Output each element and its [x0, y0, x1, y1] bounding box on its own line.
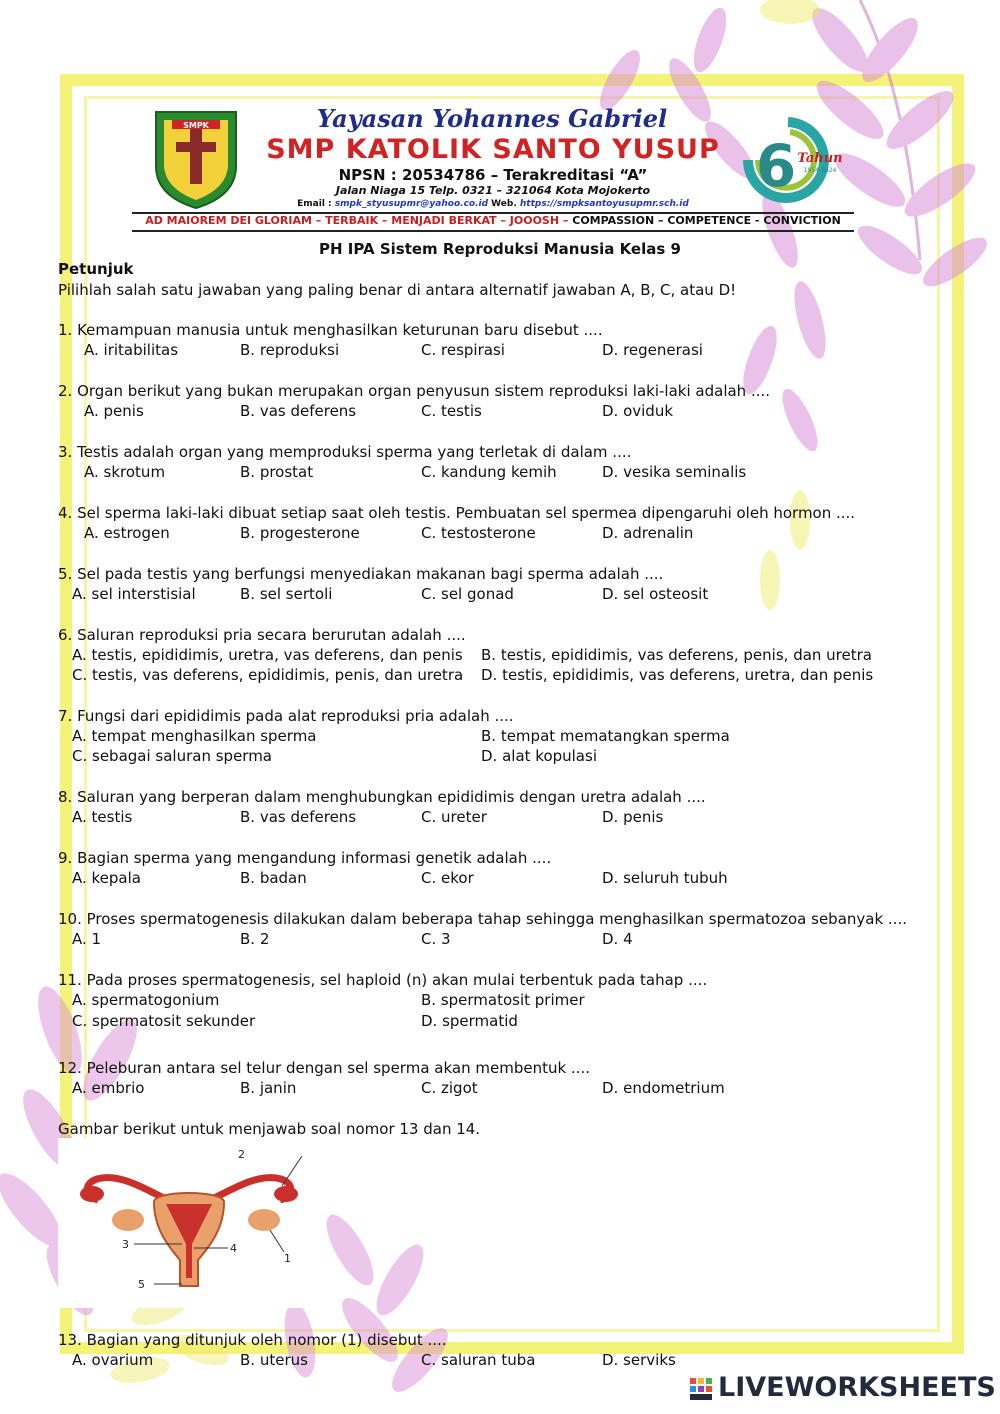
- ovary-left: [112, 1209, 144, 1231]
- diagram-label-1: 1: [284, 1252, 291, 1265]
- q8-option-a[interactable]: A. testis: [72, 808, 133, 826]
- diagram-label-3: 3: [122, 1238, 129, 1251]
- email-label: Email :: [297, 199, 332, 209]
- liveworksheets-logo-icon: [690, 1378, 712, 1402]
- q4-option-b[interactable]: B. progesterone: [240, 524, 360, 542]
- liveworksheets-watermark: [690, 1372, 996, 1408]
- q2-option-c[interactable]: C. testis: [421, 402, 482, 420]
- q3-option-c[interactable]: C. kandung kemih: [421, 463, 557, 481]
- q4-option-d[interactable]: D. adrenalin: [602, 524, 694, 542]
- q13-option-a[interactable]: A. ovarium: [72, 1351, 154, 1369]
- q13-option-c[interactable]: C. saluran tuba: [421, 1351, 536, 1369]
- school-name: SMP KATOLIK SANTO YUSUP: [266, 134, 720, 165]
- figure-intro: Gambar berikut untuk menjawab soal nomor 13 dan 14.: [58, 1120, 481, 1138]
- web-label: Web.: [491, 199, 517, 209]
- q11-option-a[interactable]: A. spermatogonium: [72, 991, 220, 1009]
- q10-option-b[interactable]: B. 2: [240, 930, 270, 948]
- q10-option-c[interactable]: C. 3: [421, 930, 451, 948]
- q2-option-b[interactable]: B. vas deferens: [240, 402, 357, 420]
- diagram-label-4: 4: [230, 1242, 237, 1255]
- q6-option-d[interactable]: D. testis, epididimis, vas deferens, uretra, dan penis: [481, 666, 874, 684]
- q8-option-d[interactable]: D. penis: [602, 808, 664, 826]
- q12-option-d[interactable]: D. endometrium: [602, 1079, 725, 1097]
- q8-option-b[interactable]: B. vas deferens: [240, 808, 357, 826]
- q11-option-c[interactable]: C. spermatosit sekunder: [72, 1012, 256, 1030]
- q5-option-d[interactable]: D. sel osteosit: [602, 585, 709, 603]
- question-1: 1. Kemampuan manusia untuk menghasilkan keturunan baru disebut ....: [58, 321, 603, 339]
- q9-option-c[interactable]: C. ekor: [421, 869, 474, 887]
- email-address: smpk_styusupmr@yahoo.co.id: [334, 199, 489, 209]
- foundation-name: Yayasan Yohannes Gabriel: [316, 104, 668, 133]
- q5-option-b[interactable]: B. sel sertoli: [240, 585, 333, 603]
- anniversary-logo: [728, 110, 844, 208]
- q2-option-d[interactable]: D. oviduk: [602, 402, 674, 420]
- worksheet-title: PH IPA Sistem Reproduksi Manusia Kelas 9: [319, 240, 681, 258]
- question-13: 13. Bagian yang ditunjuk oleh nomor (1) disebut ....: [58, 1331, 447, 1349]
- q10-option-a[interactable]: A. 1: [72, 930, 102, 948]
- motto-red: AD MAIOREM DEI GLORIAM – TERBAIK – MENJADI BERKAT – JOOOSH –: [145, 214, 569, 227]
- q11-option-d[interactable]: D. spermatid: [421, 1012, 518, 1030]
- q7-option-b[interactable]: B. tempat mematangkan sperma: [481, 727, 730, 745]
- question-12: 12. Peleburan antara sel telur dengan sel sperma akan membentuk ....: [58, 1059, 590, 1077]
- ovary-right: [248, 1209, 280, 1231]
- q6-option-c[interactable]: C. testis, vas deferens, epididimis, penis, dan uretra: [72, 666, 464, 684]
- female-reproductive-diagram: [58, 1138, 320, 1308]
- motto-black: COMPASSION – COMPETENCE - CONVICTION: [572, 214, 841, 227]
- fimbriae-left: [80, 1186, 104, 1202]
- q3-option-b[interactable]: B. prostat: [240, 463, 314, 481]
- fimbriae-right: [274, 1186, 298, 1202]
- question-4: 4. Sel sperma laki-laki dibuat setiap saat oleh testis. Pembuatan sel spermea dipengaruhi oleh hormon ....: [58, 504, 856, 522]
- logo-left-text: SMPK: [183, 121, 209, 130]
- q7-option-a[interactable]: A. tempat menghasilkan sperma: [72, 727, 317, 745]
- question-9: 9. Bagian sperma yang mengandung informasi genetik adalah ....: [58, 849, 552, 867]
- liveworksheets-text: LIVEWORKSHEETS: [718, 1372, 996, 1403]
- school-letterhead: [132, 104, 854, 232]
- web-address: https://smpksantoyusupmr.sch.id: [519, 199, 689, 209]
- q6-option-b[interactable]: B. testis, epididimis, vas deferens, penis, dan uretra: [481, 646, 872, 664]
- q6-option-a[interactable]: A. testis, epididimis, uretra, vas deferens, dan penis: [72, 646, 463, 664]
- question-6: 6. Saluran reproduksi pria secara berurutan adalah ....: [58, 626, 466, 644]
- q5-option-c[interactable]: C. sel gonad: [421, 585, 514, 603]
- anniversary-number: 6: [755, 132, 797, 200]
- question-3: 3. Testis adalah organ yang memproduksi sperma yang terletak di dalam ....: [58, 443, 632, 461]
- q9-option-b[interactable]: B. badan: [240, 869, 307, 887]
- question-8: 8. Saluran yang berperan dalam menghubungkan epididimis dengan uretra adalah ....: [58, 788, 706, 806]
- q12-option-c[interactable]: C. zigot: [421, 1079, 478, 1097]
- q4-option-a[interactable]: A. estrogen: [84, 524, 170, 542]
- q1-option-a[interactable]: A. iritabilitas: [84, 341, 179, 359]
- npsn-accreditation: NPSN : 20534786 – Terakreditasi “A”: [338, 166, 648, 184]
- q11-option-b[interactable]: B. spermatosit primer: [421, 991, 585, 1009]
- q1-option-c[interactable]: C. respirasi: [421, 341, 505, 359]
- q12-option-a[interactable]: A. embrio: [72, 1079, 145, 1097]
- q8-option-c[interactable]: C. ureter: [421, 808, 487, 826]
- q4-option-c[interactable]: C. testosterone: [421, 524, 536, 542]
- question-10: 10. Proses spermatogenesis dilakukan dalam beberapa tahap sehingga menghasilkan spermatozoa sebanyak ....: [58, 910, 907, 928]
- school-shield-logo: [146, 106, 246, 210]
- q9-option-a[interactable]: A. kepala: [72, 869, 141, 887]
- q1-option-d[interactable]: D. regenerasi: [602, 341, 703, 359]
- instructions-heading: Petunjuk: [58, 260, 134, 278]
- q3-option-a[interactable]: A. skrotum: [84, 463, 166, 481]
- q13-option-d[interactable]: D. serviks: [602, 1351, 676, 1369]
- q10-option-d[interactable]: D. 4: [602, 930, 633, 948]
- q7-option-d[interactable]: D. alat kopulasi: [481, 747, 597, 765]
- school-address: Jalan Niaga 15 Telp. 0321 – 321064 Kota Mojokerto: [335, 184, 651, 197]
- anniversary-years: 1954-2024: [803, 167, 837, 174]
- q9-option-d[interactable]: D. seluruh tubuh: [602, 869, 728, 887]
- diagram-label-2: 2: [238, 1148, 245, 1161]
- q3-option-d[interactable]: D. vesika seminalis: [602, 463, 747, 481]
- letterhead-rule-bottom: [132, 230, 854, 232]
- instructions-text: Pilihlah salah satu jawaban yang paling benar di antara alternatif jawaban A, B, C, atau D!: [58, 281, 737, 299]
- q5-option-a[interactable]: A. sel interstisial: [72, 585, 196, 603]
- question-7: 7. Fungsi dari epididimis pada alat reproduksi pria adalah ....: [58, 707, 514, 725]
- school-motto: [132, 214, 854, 227]
- q2-option-a[interactable]: A. penis: [84, 402, 144, 420]
- diagram-label-5: 5: [138, 1278, 145, 1291]
- q7-option-c[interactable]: C. sebagai saluran sperma: [72, 747, 273, 765]
- question-11: 11. Pada proses spermatogenesis, sel haploid (n) akan mulai terbentuk pada tahap ....: [58, 971, 708, 989]
- question-2: 2. Organ berikut yang bukan merupakan organ penyusun sistem reproduksi laki-laki adalah ....: [58, 382, 771, 400]
- q13-option-b[interactable]: B. uterus: [240, 1351, 308, 1369]
- q1-option-b[interactable]: B. reproduksi: [240, 341, 340, 359]
- question-5: 5. Sel pada testis yang berfungsi menyediakan makanan bagi sperma adalah ....: [58, 565, 664, 583]
- anniversary-tahun: Tahun: [797, 151, 843, 166]
- school-contacts: [266, 199, 720, 209]
- q12-option-b[interactable]: B. janin: [240, 1079, 297, 1097]
